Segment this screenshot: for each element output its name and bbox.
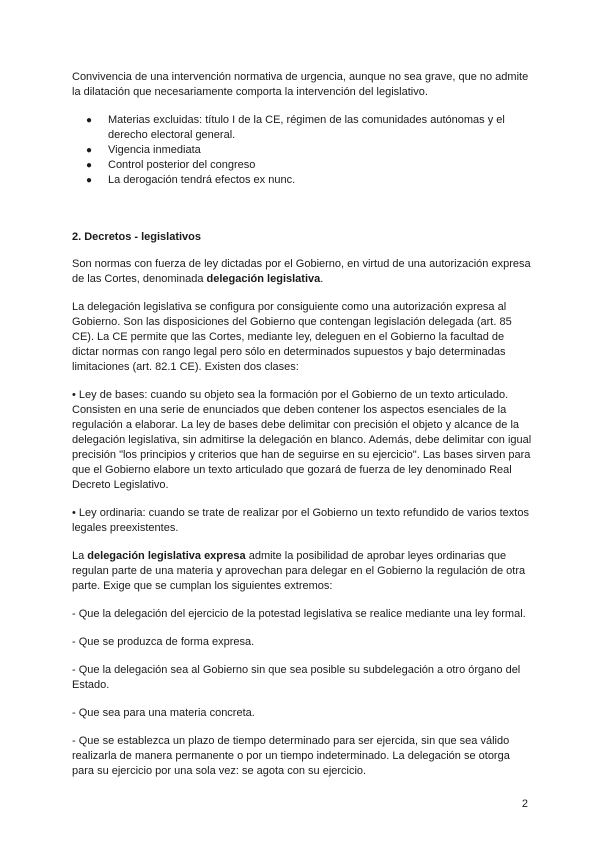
requirement-item: - Que la delegación del ejercicio de la potestad legislativa se realice mediante una ley formal.	[72, 608, 526, 620]
bullet-icon: ●	[86, 115, 93, 126]
bullet-icon: ●	[86, 145, 93, 156]
requirement-item: - Que la delegación sea al Gobierno sin que sea posible su subdelegación a otro órgano del Estado.	[72, 664, 521, 691]
delegation-paragraph: La delegación legislativa se configura por consiguiente como una autorización expresa al Gobierno. Son las disposiciones del Gobierno que contengan legislación delegada (art. 85 CE). La CE permite que las Cortes, mediante ley, deleguen en el Gobierno la facultad de dictar normas con rango legal pero sólo en determinados supuestos y bajo determinadas limitaciones (art. 82.1 CE). Existen dos clases:	[72, 301, 512, 373]
list-item: ● Control posterior del congreso	[86, 159, 256, 171]
list-item: ● La derogación tendrá efectos ex nunc.	[86, 174, 296, 186]
requirement-item: - Que se establezca un plazo de tiempo determinado para ser ejercida, sin que sea válido realizarla de manera permanente o por un tiempo indeterminado. La delegación se otorga para su ejercicio por una sola vez: se agota con su ejercicio.	[72, 735, 510, 777]
intro-paragraph: Convivencia de una intervención normativa de urgencia, aunque no sea grave, que no admite la dilatación que necesariamente comporta la intervención del legislativo.	[72, 71, 529, 98]
ley-de-bases-paragraph: • Ley de bases: cuando su objeto sea la formación por el Gobierno de un texto articulado. Consisten en una serie de enunciados que deben contener los aspectos esenciales de la regulación a elaborar. La ley de bases debe delimitar con precisión el objeto y alcance de la delegación legislativa, sin admitirse la delegación en blanco. Además, debe delimitar con igual precisión "los principios y criterios que han de seguirse en su ejercicio". Las bases sirven para que el Gobierno elabore un texto articulado que gozará de fuerza de ley denominado Real Decreto Legislativo.	[72, 389, 532, 491]
bold-term: delegación legislativa expresa	[87, 550, 246, 562]
requirement-item: - Que se produzca de forma expresa.	[72, 636, 255, 648]
page-number: 2	[521, 798, 528, 810]
list-item: ● Vigencia inmediata	[86, 144, 201, 156]
ley-ordinaria-paragraph: • Ley ordinaria: cuando se trate de realizar por el Gobierno un texto refundido de varios textos legales preexistentes.	[72, 507, 529, 534]
document-page	[72, 70, 534, 779]
express-delegation-paragraph: La delegación legislativa expresa admite la posibilidad de aprobar leyes ordinarias que regulan parte de una materia y aprovechan para delegar en el Gobierno la regulación de otra parte. Exige que se cumplan los siguientes extremos:	[72, 550, 526, 592]
bold-term: delegación legislativa	[206, 273, 321, 285]
section-heading: 2. Decretos - legislativos	[72, 231, 201, 243]
list-item: ● Materias excluidas: título I de la CE, régimen de las comunidades autónomas y el derecho electoral general.	[86, 114, 505, 141]
bullet-icon: ●	[86, 175, 93, 186]
definition-paragraph: Son normas con fuerza de ley dictadas por el Gobierno, en virtud de una autorización expresa de las Cortes, denominada delegación legislativa.	[72, 258, 531, 285]
requirement-item: - Que sea para una materia concreta.	[72, 707, 255, 719]
bullet-icon: ●	[86, 160, 93, 171]
features-list	[72, 113, 534, 188]
